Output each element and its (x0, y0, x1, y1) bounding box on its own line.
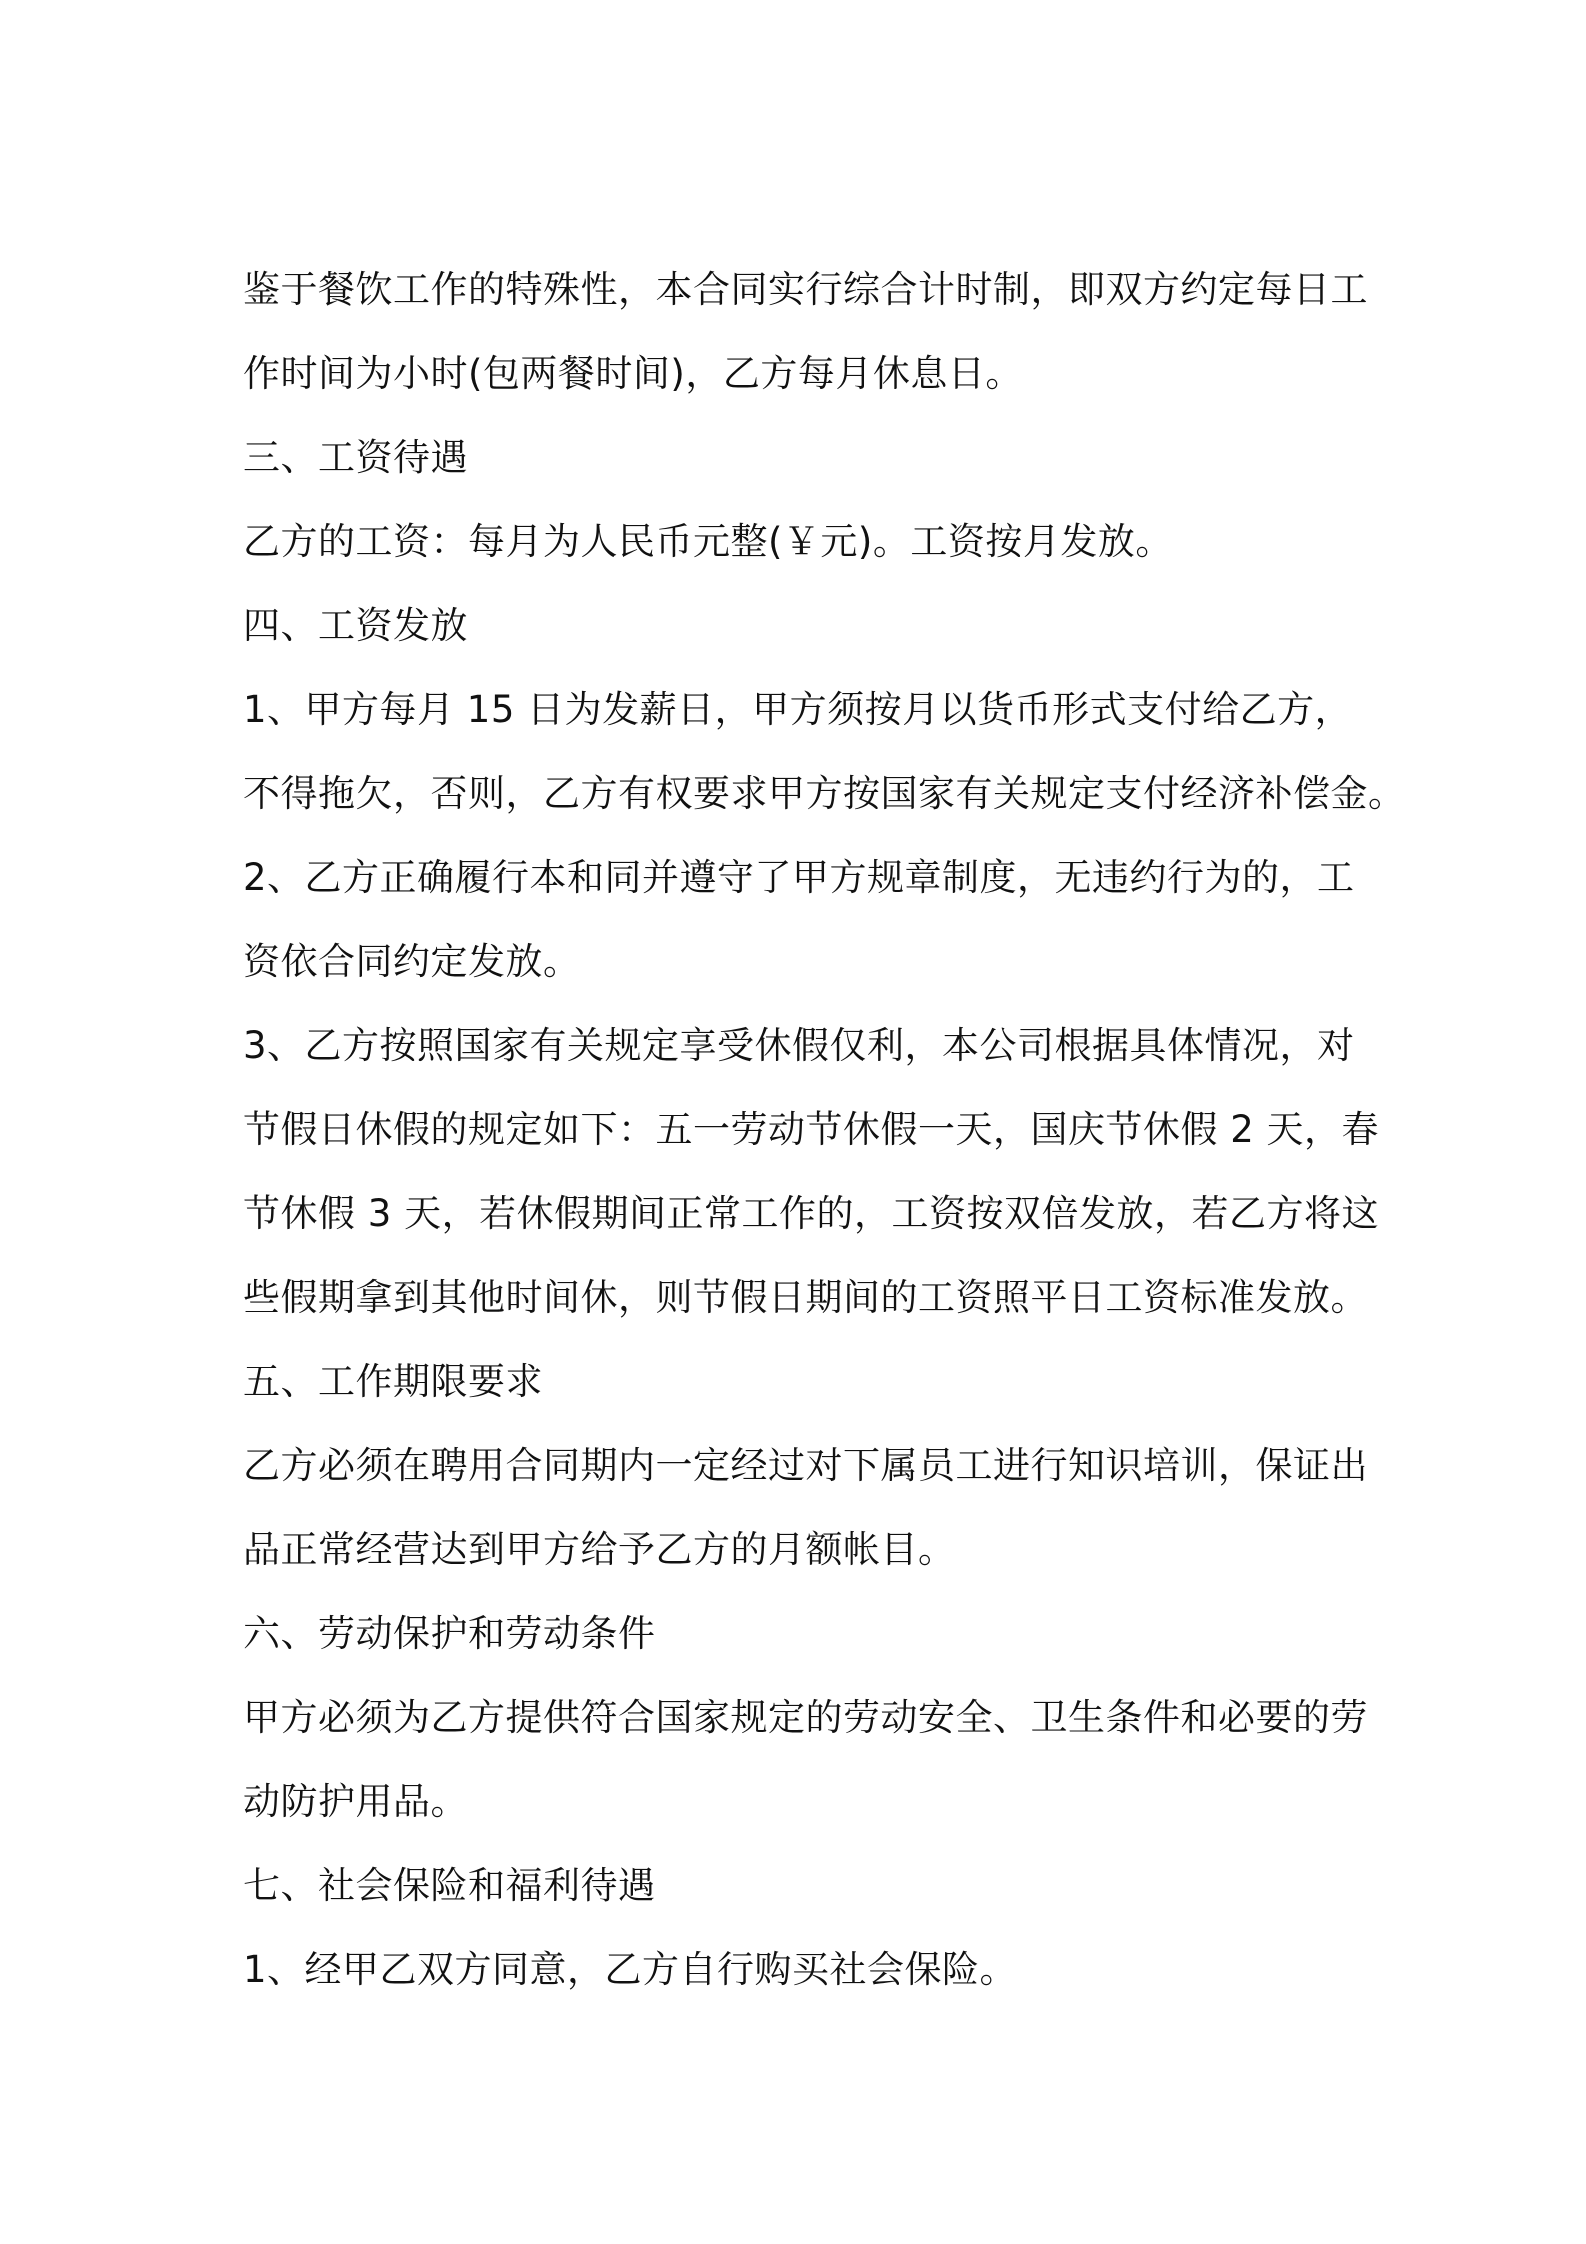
paragraph-line: 节休假 3 天，若休假期间正常工作的，工资按双倍发放，若乙方将这 (243, 1192, 1380, 1235)
paragraph-line: 节假日休假的规定如下：五一劳动节休假一天，国庆节休假 2 天，春 (243, 1108, 1380, 1151)
paragraph-line: 乙方的工资：每月为人民币元整(￥元)。工资按月发放。 (243, 520, 1173, 563)
paragraph-line: 3、乙方按照国家有关规定享受休假仅利，本公司根据具体情况，对 (243, 1024, 1355, 1067)
document-page (243, 248, 1406, 2012)
paragraph-line: 动防护用品。 (243, 1780, 468, 1823)
paragraph-line: 资依合同约定发放。 (243, 940, 581, 983)
section-heading: 七、社会保险和福利待遇 (243, 1864, 656, 1907)
section-heading: 五、工作期限要求 (243, 1360, 543, 1403)
section-heading: 四、工资发放 (243, 604, 468, 647)
paragraph-line: 1、甲方每月 15 日为发薪日，甲方须按月以货币形式支付给乙方， (243, 688, 1353, 731)
paragraph-line: 不得拖欠，否则，乙方有权要求甲方按国家有关规定支付经济补偿金。 (243, 772, 1406, 815)
section-heading: 六、劳动保护和劳动条件 (243, 1612, 656, 1655)
paragraph-line: 乙方必须在聘用合同期内一定经过对下属员工进行知识培训，保证出 (243, 1444, 1368, 1487)
section-heading: 三、工资待遇 (243, 436, 468, 479)
paragraph-line: 些假期拿到其他时间休，则节假日期间的工资照平日工资标准发放。 (243, 1276, 1368, 1319)
paragraph-line: 1、经甲乙双方同意，乙方自行购买社会保险。 (243, 1948, 1018, 1991)
paragraph-line: 甲方必须为乙方提供符合国家规定的劳动安全、卫生条件和必要的劳 (243, 1696, 1368, 1739)
paragraph-line: 品正常经营达到甲方给予乙方的月额帐目。 (243, 1528, 956, 1571)
paragraph-line: 鉴于餐饮工作的特殊性，本合同实行综合计时制，即双方约定每日工 (243, 268, 1368, 311)
paragraph-line: 作时间为小时(包两餐时间)，乙方每月休息日。 (243, 352, 1023, 395)
paragraph-line: 2、乙方正确履行本和同并遵守了甲方规章制度，无违约行为的，工 (243, 856, 1355, 899)
